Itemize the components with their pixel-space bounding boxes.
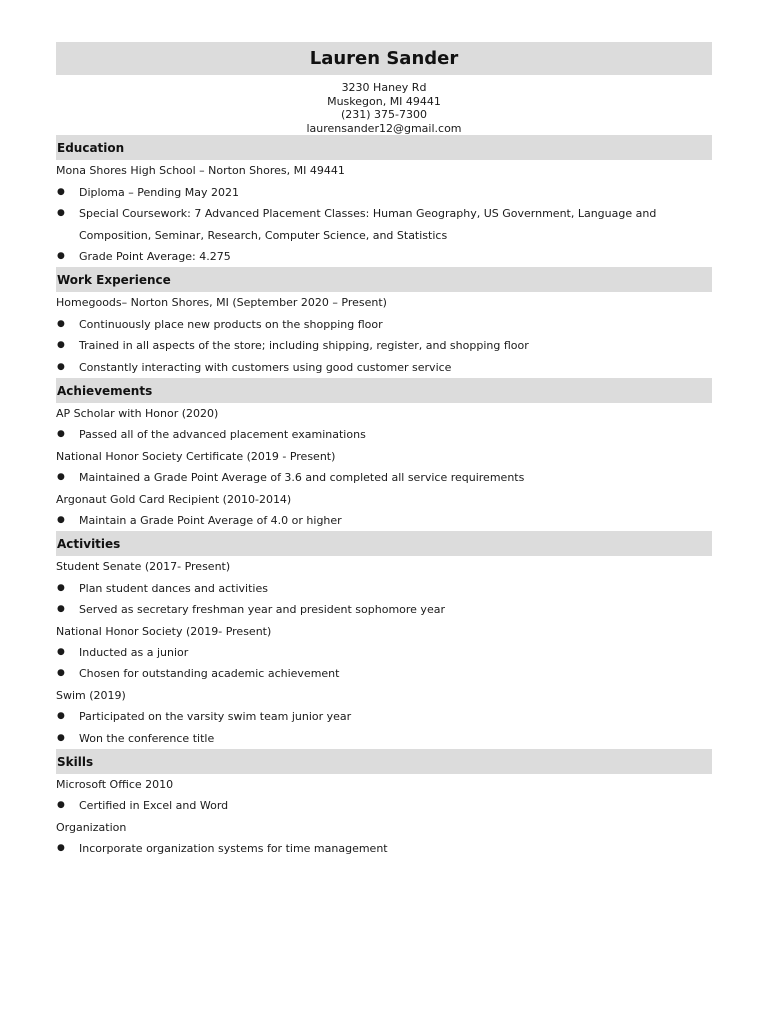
list-item: [56, 314, 712, 335]
email-address: laurensander12@gmail.com: [306, 121, 462, 135]
activity-heading: National Honor Society (2019- Present): [56, 624, 272, 638]
bullet-icon: ●: [57, 340, 65, 351]
list-item: [56, 182, 712, 203]
list-item-text: Chosen for outstanding academic achievement: [79, 667, 340, 681]
list-item-text: Special Coursework: 7 Advanced Placement Classes: Human Geography, US Government, Language and Composition, Seminar, Research, Computer Science, and Statistics: [79, 207, 657, 242]
list-item-text: Continuously place new products on the shopping floor: [79, 317, 383, 331]
work-employer: Homegoods– Norton Shores, MI (September 2020 – Present): [56, 296, 387, 310]
bullet-icon: ●: [57, 318, 65, 329]
list-item-text: Maintained a Grade Point Average of 3.6 and completed all service requirements: [79, 471, 525, 485]
resume-page: [56, 42, 712, 860]
list-item: [56, 203, 712, 246]
education-school: Mona Shores High School – Norton Shores, MI 49441: [56, 164, 345, 178]
skill-heading: Organization: [56, 820, 127, 834]
list-item-text: Won the conference title: [79, 731, 215, 745]
bullet-icon: ●: [57, 472, 65, 483]
name-header-bar: [56, 42, 712, 75]
list-item: [56, 578, 712, 599]
bullet-icon: ●: [57, 732, 65, 743]
list-item: [56, 246, 712, 267]
list-item-text: Maintain a Grade Point Average of 4.0 or higher: [79, 513, 342, 527]
list-item-text: Grade Point Average: 4.275: [79, 249, 231, 263]
bullet-icon: ●: [57, 800, 65, 811]
section-title: Achievements: [57, 383, 153, 398]
section-header-skills: [56, 749, 712, 774]
bullet-icon: ●: [57, 361, 65, 372]
section-title: Work Experience: [57, 272, 171, 287]
list-item: [56, 335, 712, 356]
section-title: Skills: [57, 754, 94, 769]
achievement-heading: AP Scholar with Honor (2020): [56, 407, 219, 420]
bullet-icon: ●: [57, 429, 65, 440]
list-item-text: Plan student dances and activities: [79, 581, 268, 595]
list-item: [56, 510, 712, 531]
section-header-education: [56, 135, 712, 160]
activity-heading: Swim (2019): [56, 688, 126, 702]
bullet-icon: ●: [57, 208, 65, 219]
achievement-heading: Argonaut Gold Card Recipient (2010-2014): [56, 492, 292, 506]
list-item: [56, 706, 712, 727]
list-item: [56, 599, 712, 620]
section-header-achievements: [56, 378, 712, 403]
phone-number: (231) 375-7300: [340, 108, 428, 122]
section-title: Education: [57, 140, 125, 155]
bullet-icon: ●: [57, 186, 65, 197]
list-item-text: Incorporate organization systems for time management: [79, 842, 388, 856]
address-line-1: 3230 Haney Rd: [341, 81, 427, 94]
bullet-icon: ●: [57, 711, 65, 722]
skill-heading: Microsoft Office 2010: [56, 778, 174, 791]
list-item: [56, 838, 712, 859]
list-item-text: Diploma – Pending May 2021: [79, 185, 239, 199]
list-item-text: Certified in Excel and Word: [79, 799, 229, 813]
list-item-text: Trained in all aspects of the store; including shipping, register, and shopping floor: [79, 339, 529, 353]
bullet-icon: ●: [57, 843, 65, 854]
section-header-work-experience: [56, 267, 712, 292]
bullet-icon: ●: [57, 514, 65, 525]
list-item-text: Participated on the varsity swim team junior year: [79, 710, 352, 724]
achievement-heading: National Honor Society Certificate (2019 - Present): [56, 449, 336, 463]
list-item-text: Inducted as a junior: [79, 645, 189, 659]
list-item: [56, 728, 712, 749]
activity-heading: Student Senate (2017- Present): [56, 560, 231, 574]
section-title: Activities: [57, 536, 121, 551]
list-item: [56, 663, 712, 684]
bullet-icon: ●: [57, 582, 65, 593]
bullet-icon: ●: [57, 250, 65, 261]
applicant-name: Lauren Sander: [309, 48, 459, 69]
bullet-icon: ●: [57, 646, 65, 657]
list-item: [56, 642, 712, 663]
list-item: [56, 357, 712, 378]
contact-block: [56, 81, 712, 135]
bullet-icon: ●: [57, 604, 65, 615]
section-header-activities: [56, 531, 712, 556]
list-item-text: Served as secretary freshman year and president sophomore year: [79, 603, 445, 617]
address-line-2: Muskegon, MI 49441: [327, 94, 441, 108]
list-item-text: Constantly interacting with customers using good customer service: [79, 360, 452, 374]
bullet-icon: ●: [57, 668, 65, 679]
list-item: [56, 424, 712, 445]
list-item: [56, 795, 712, 816]
list-item: [56, 467, 712, 488]
list-item-text: Passed all of the advanced placement examinations: [79, 428, 366, 442]
